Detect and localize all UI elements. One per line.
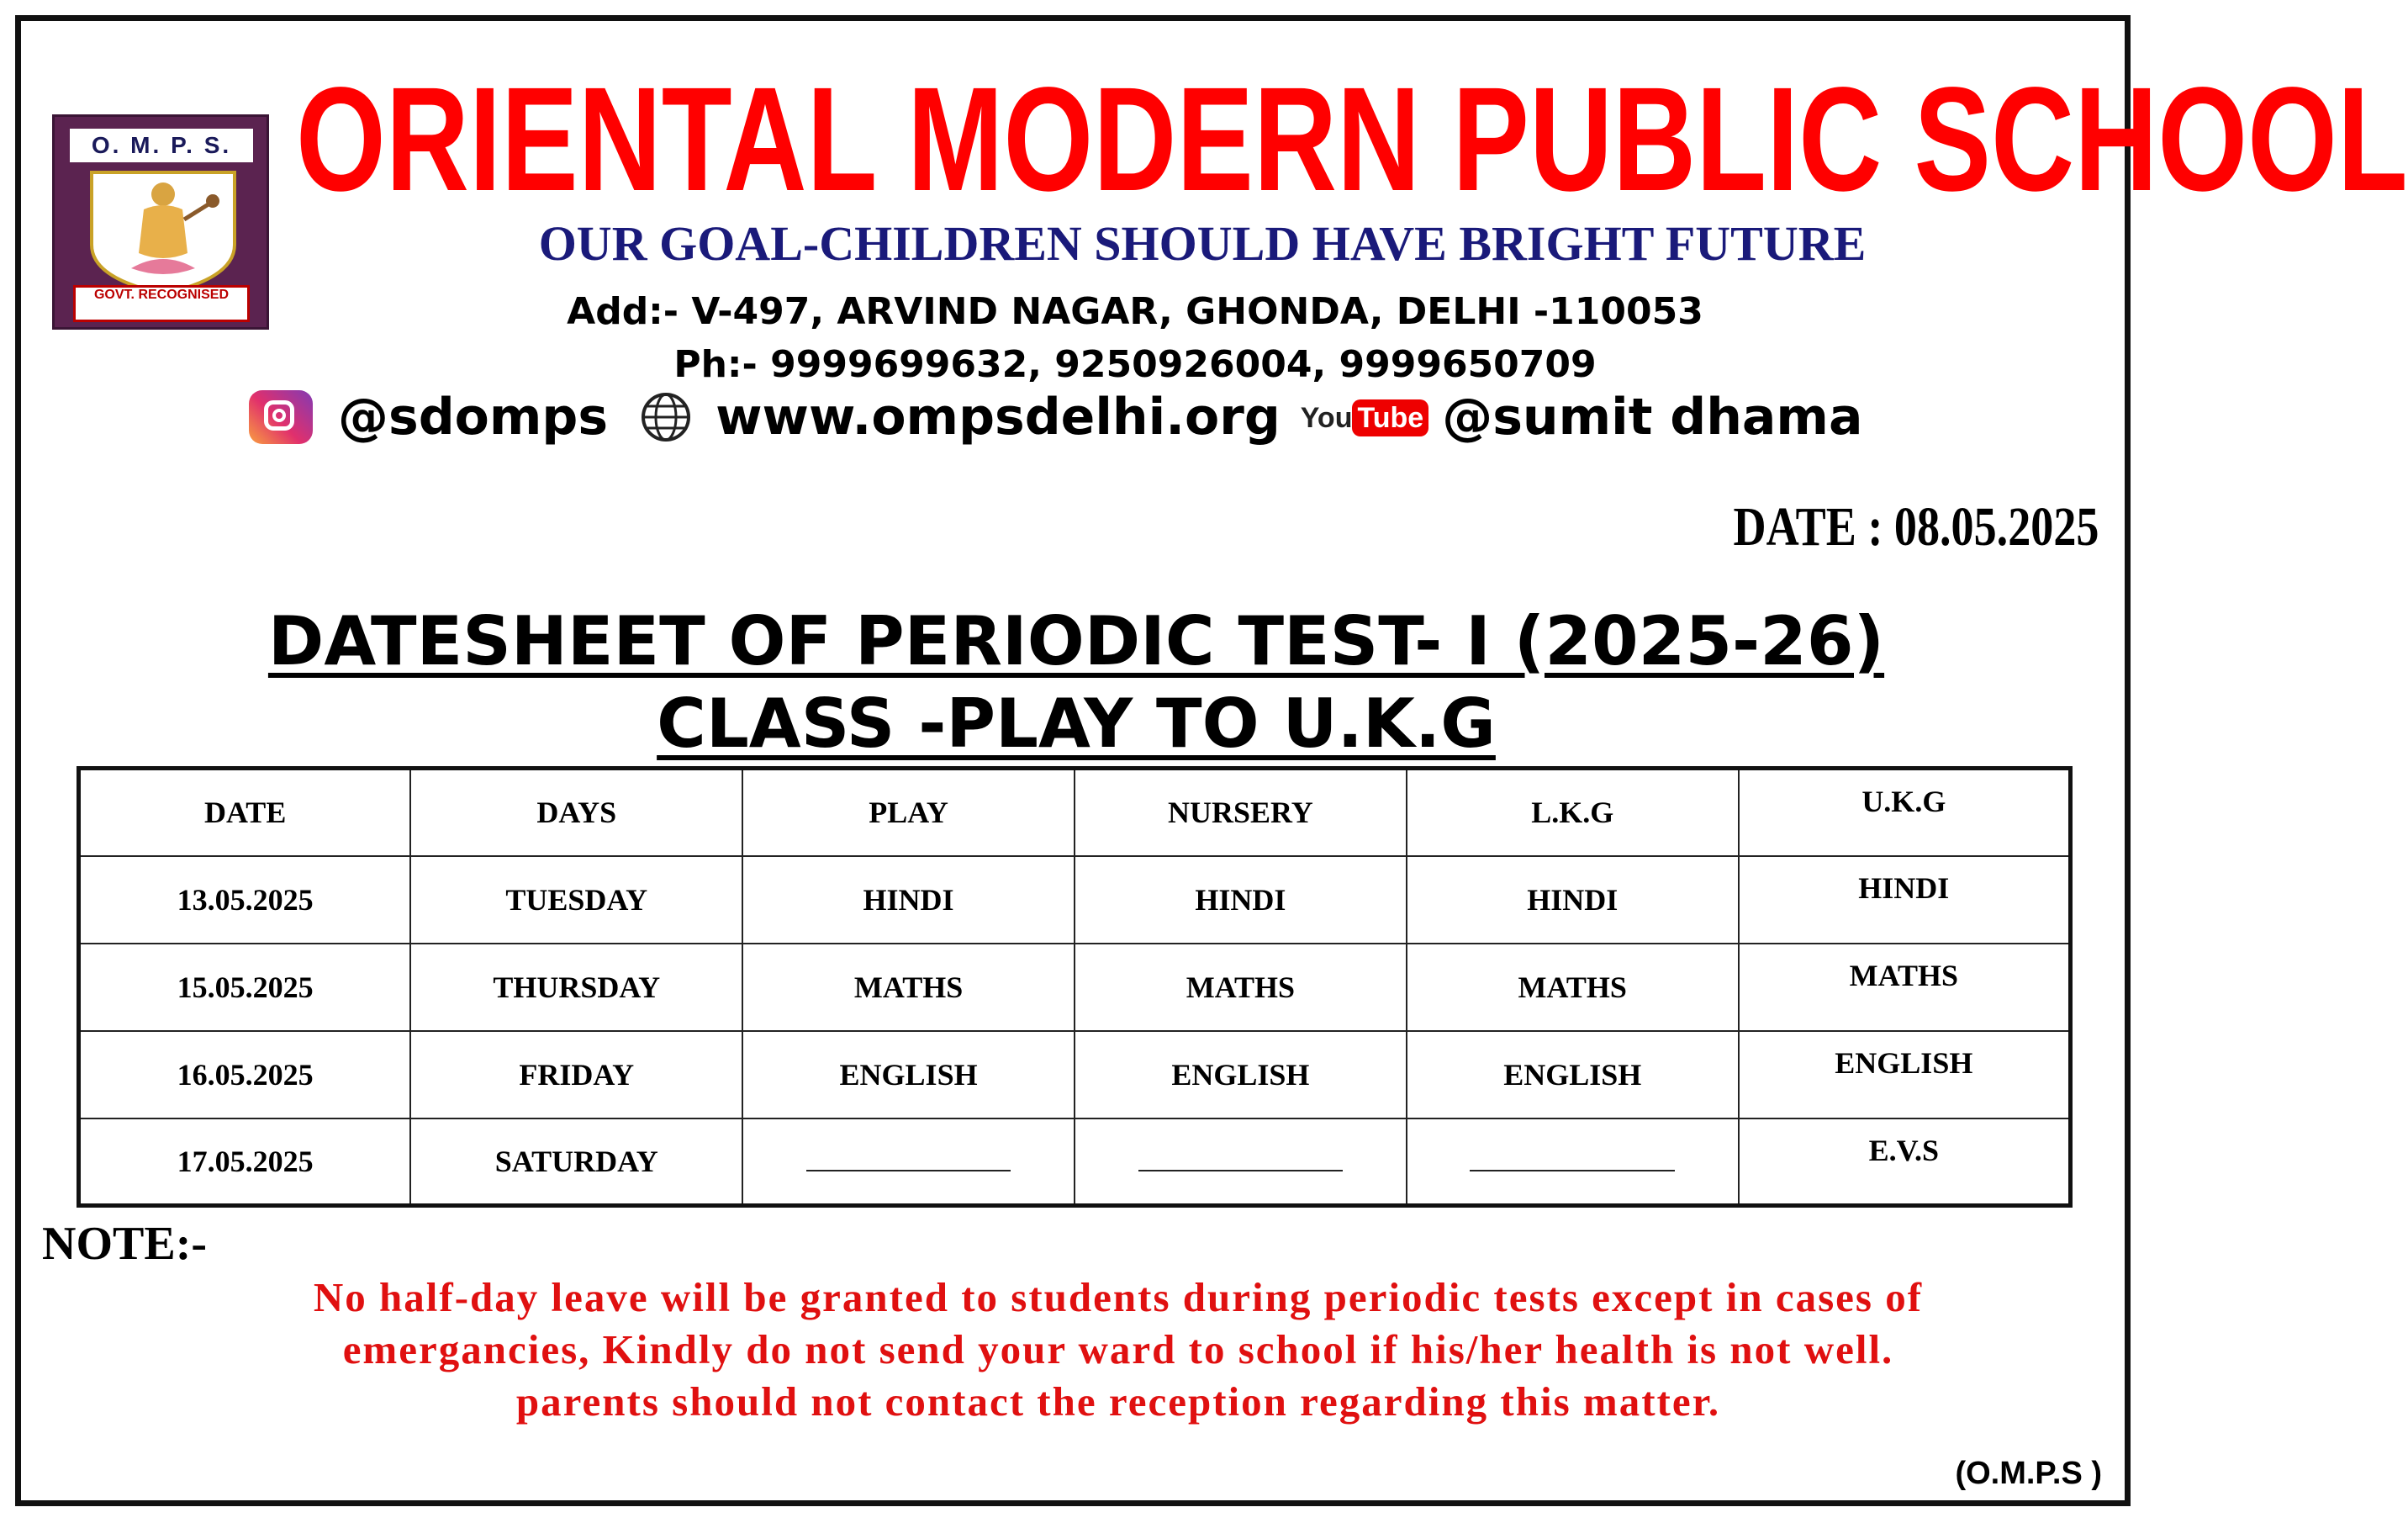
instagram-icon	[249, 390, 313, 444]
note-line: emergancies, Kindly do not send your ward to school if his/her health is not well.	[342, 1326, 1894, 1372]
youtube-icon: You Tube	[1301, 398, 1428, 436]
logo-ribbon-text: GOVT. RECOGNISED	[73, 285, 250, 322]
youtube-handle: @sumit dhama	[1442, 388, 1863, 447]
school-name: ORIENTAL MODERN PUBLIC SCHOOL	[296, 57, 2408, 222]
cell-lkg: HINDI	[1407, 856, 1739, 944]
table-header-row	[79, 769, 2071, 856]
datesheet-table	[77, 766, 2073, 1208]
header-date: DATE	[79, 769, 411, 856]
instagram-handle: @sdomps	[338, 388, 609, 447]
header-ukg: U.K.G	[1739, 769, 2071, 856]
note-line: parents should not contact the reception regarding this matter.	[515, 1378, 1721, 1425]
header-nursery: NURSERY	[1075, 769, 1407, 856]
school-address: Add:- V-497, ARVIND NAGAR, GHONDA, DELHI -110053	[567, 290, 1703, 333]
cell-play: HINDI	[742, 856, 1075, 944]
cell-nursery: HINDI	[1075, 856, 1407, 944]
header-play: PLAY	[742, 769, 1075, 856]
table-row	[79, 1031, 2071, 1118]
datesheet-title: DATESHEET OF PERIODIC TEST- I (2025-26)	[267, 602, 1885, 680]
cell-ukg: MATHS	[1739, 944, 2071, 1031]
cell-ukg: HINDI	[1739, 856, 2071, 944]
table-row	[79, 856, 2071, 944]
www-globe-icon	[640, 391, 692, 443]
website-url: www.ompsdelhi.org	[716, 388, 1281, 447]
cell-nursery: MATHS	[1075, 944, 1407, 1031]
cell-lkg: MATHS	[1407, 944, 1739, 1031]
header-days: DAYS	[410, 769, 742, 856]
cell-lkg: ENGLISH	[1407, 1031, 1739, 1118]
school-phone: Ph:- 9999699632, 9250926004, 9999650709	[673, 343, 1597, 386]
blank-line	[1470, 1148, 1675, 1171]
class-range-title: CLASS -PLAY TO U.K.G	[657, 685, 1496, 763]
table-row	[79, 1118, 2071, 1206]
header-lkg: L.K.G	[1407, 769, 1739, 856]
cell-date: 13.05.2025	[79, 856, 411, 944]
cell-play: MATHS	[742, 944, 1075, 1031]
cell-play: ENGLISH	[742, 1031, 1075, 1118]
footer-signature: (O.M.P.S )	[1955, 1456, 2102, 1491]
cell-date: 15.05.2025	[79, 944, 411, 1031]
cell-ukg: ENGLISH	[1739, 1031, 2071, 1118]
issue-date: DATE : 08.05.2025	[1733, 496, 2099, 558]
note-line: No half-day leave will be granted to students during periodic tests except in cases of	[313, 1274, 1924, 1320]
logo-band-text: O. M. P. S.	[70, 129, 253, 162]
cell-date: 16.05.2025	[79, 1031, 411, 1118]
table-row	[79, 944, 2071, 1031]
cell-day: SATURDAY	[410, 1118, 742, 1206]
cell-lkg-blank	[1407, 1118, 1739, 1206]
blank-line	[806, 1148, 1011, 1171]
cell-day: THURSDAY	[410, 944, 742, 1031]
cell-play-blank	[742, 1118, 1075, 1206]
cell-ukg: E.V.S	[1739, 1118, 2071, 1206]
blank-line	[1138, 1148, 1344, 1171]
school-tagline: OUR GOAL-CHILDREN SHOULD HAVE BRIGHT FUTURE	[538, 216, 1867, 271]
cell-day: FRIDAY	[410, 1031, 742, 1118]
cell-nursery-blank	[1075, 1118, 1407, 1206]
cell-date: 17.05.2025	[79, 1118, 411, 1206]
cell-nursery: ENGLISH	[1075, 1031, 1407, 1118]
social-links	[249, 385, 1863, 447]
note-text	[151, 1272, 2085, 1428]
cell-day: TUESDAY	[410, 856, 742, 944]
note-label: NOTE:-	[42, 1218, 207, 1270]
